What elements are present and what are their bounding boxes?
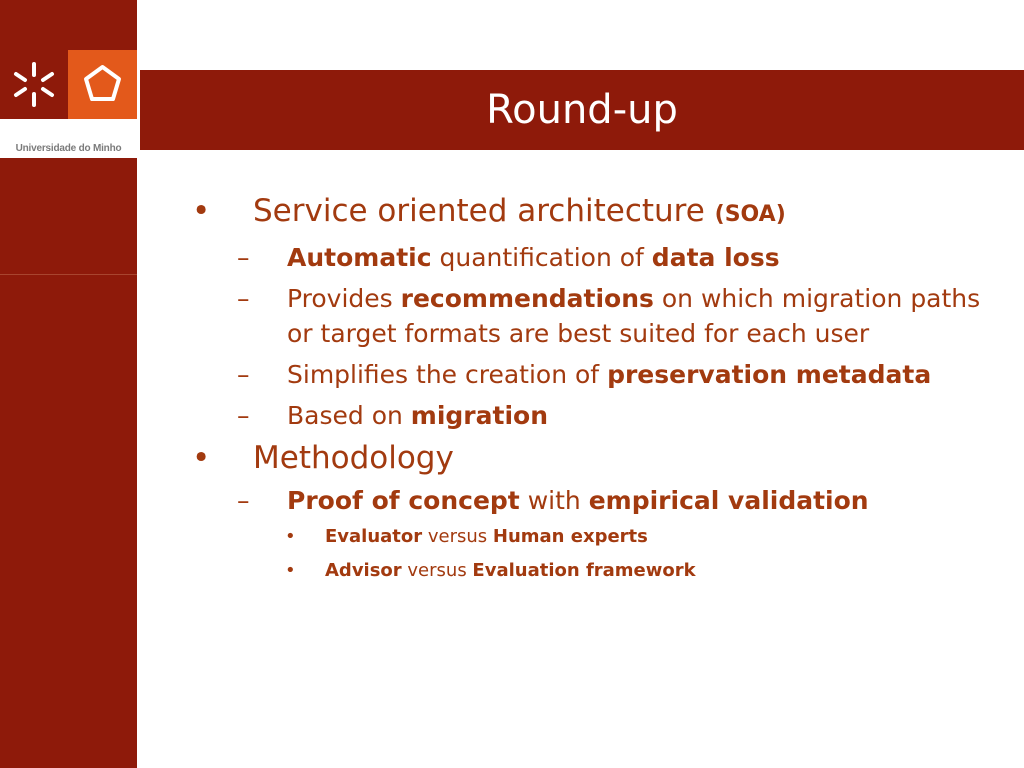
- bullet-item-level-2: [180, 281, 1000, 351]
- bold-text: preservation metadata: [607, 360, 932, 389]
- bullet-item-level-3: [180, 558, 1000, 584]
- bold-text: data loss: [651, 243, 780, 272]
- plain-text: Provides: [287, 284, 401, 313]
- bullet-list: [180, 192, 1000, 592]
- bullet-text: [253, 440, 454, 476]
- dash-marker: –: [237, 284, 250, 313]
- bullet-marker: •: [285, 526, 296, 547]
- asterisk-icon: [0, 50, 68, 119]
- plain-text: versus: [422, 526, 493, 547]
- bullet-marker: •: [285, 560, 296, 581]
- slide-title: Round-up: [486, 87, 678, 133]
- bold-text: empirical validation: [588, 486, 869, 515]
- bold-text: (SOA): [714, 202, 786, 227]
- bullet-marker: •: [192, 440, 211, 476]
- logo-pentagon-tile: [68, 50, 137, 119]
- plain-text: versus: [401, 560, 473, 581]
- bullet-text: [325, 560, 696, 581]
- bullet-text: [287, 243, 780, 272]
- university-logo: [0, 50, 137, 158]
- bullet-item-level-2: [180, 398, 1000, 433]
- dash-marker: –: [237, 243, 250, 272]
- plain-text: Service oriented architecture: [253, 193, 715, 229]
- dash-marker: –: [237, 360, 250, 389]
- plain-text: Simplifies the creation of: [287, 360, 608, 389]
- bold-text: Evaluator: [325, 526, 423, 547]
- bullet-item-level-2: [180, 240, 1000, 275]
- bullet-item-level-2: [180, 357, 1000, 392]
- bullet-text: [287, 284, 980, 348]
- dash-marker: –: [237, 401, 250, 430]
- bold-text: Evaluation framework: [472, 560, 696, 581]
- title-bar: [140, 70, 1024, 150]
- bullet-text: [253, 193, 786, 229]
- logo-text: Universidade do Minho: [15, 143, 122, 154]
- plain-text: with: [519, 486, 589, 515]
- bullet-text: [325, 526, 648, 547]
- bullet-item-level-2: [180, 483, 1000, 518]
- bullet-item-level-3: [180, 524, 1000, 550]
- plain-text: quantification of: [431, 243, 652, 272]
- bold-text: migration: [410, 401, 548, 430]
- bullet-item-level-1: [180, 192, 1000, 234]
- bold-text: recommendations: [400, 284, 654, 313]
- bold-text: Human experts: [492, 526, 648, 547]
- bullet-text: [287, 360, 931, 389]
- bold-text: Proof of concept: [287, 486, 520, 515]
- bullet-item-level-1: [180, 439, 1000, 477]
- bullet-text: [287, 486, 869, 515]
- dash-marker: –: [237, 486, 250, 515]
- sidebar-divider: [0, 274, 137, 275]
- plain-text: Methodology: [253, 440, 454, 476]
- pentagon-icon: [68, 50, 137, 119]
- logo-star-tile: [0, 50, 68, 119]
- bold-text: Automatic: [287, 243, 432, 272]
- bullet-marker: •: [192, 193, 211, 229]
- bold-text: Advisor: [325, 560, 402, 581]
- bullet-text: [287, 401, 548, 430]
- plain-text: on which migration paths or target formats are best suited for each user: [287, 284, 981, 348]
- plain-text: Based on: [287, 401, 411, 430]
